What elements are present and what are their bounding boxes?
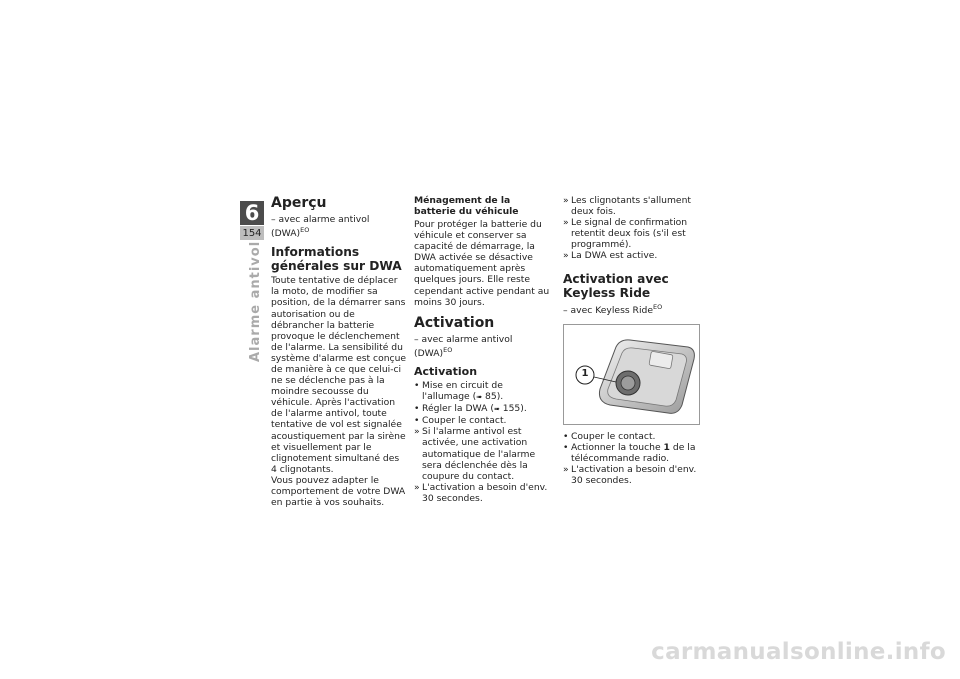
- list-item: • Régler la DWA (➠ 155).: [414, 403, 527, 415]
- paragraph-alarm-info: Toute tentative de déplacer la moto, de modifier sa position, de la démarrer sans autorisation ou de débrancher la batterie provoque le déclenchement de l'alarme. La sensibilité du système d'alarme est conçue de manière à ce que celui-ci ne se déclenche pas à la moindre secousse du véhicule. Après l'activation de l'alarme antivol, toute tentative de vol est signalée acoustiquement par la sirène et visuellement par le clignotement simultané des 4 clignotants.: [271, 275, 407, 475]
- page-ref[interactable]: 85: [485, 391, 497, 403]
- heading-activation: Activation: [414, 314, 495, 331]
- chapter-side-title: Alarme antivol: [248, 240, 263, 362]
- button-ref: 1: [663, 441, 670, 453]
- list-item: • Actionner la touche 1 de la télécommande radio.: [563, 441, 696, 464]
- paragraph-battery: Pour protéger la batterie du véhicule et conserver sa capacité de démarrage, la DWA activée se désactive automatiquement après quelques jours. Elle reste cependant active pendant au moins 30 jours.: [414, 219, 550, 308]
- list-item: • Mise en circuit de l'allumage (➠ 85).: [414, 380, 504, 403]
- subheading-activation: Activation: [414, 365, 478, 378]
- column-1: [271, 195, 407, 508]
- list-item: • Couper le contact.: [414, 415, 507, 427]
- feature-note: – avec Keyless Ride$^{EO}$: [563, 302, 663, 316]
- subheading-keyless: Activation avec Keyless Ride: [563, 271, 669, 300]
- column-2: [414, 195, 550, 504]
- list-item: » L'activation a besoin d'env. 30 secondes.: [563, 464, 697, 487]
- page-ref-arrow-icon: ➠: [476, 393, 483, 402]
- feature-text: avec Keyless Ride: [570, 304, 653, 316]
- callout-label: 1: [581, 367, 589, 379]
- list-item: » Le signal de confirmation retentit deux fois (s'il est programmé).: [563, 217, 688, 251]
- list-item: » Si l'alarme antivol est activée, une activation automatique de l'alarme sera déclenchée dès la coupure du contact.: [414, 426, 536, 482]
- activation-steps: [414, 380, 550, 504]
- feature-text: avec alarme antivol (DWA): [414, 333, 513, 359]
- paragraph-adapt: Vous pouvez adapter le comportement de votre DWA en partie à vos souhaits.: [271, 474, 406, 509]
- list-item: • Couper le contact.: [563, 430, 656, 442]
- list-item: » La DWA est active.: [563, 250, 658, 262]
- page-number: 154: [240, 226, 264, 240]
- list-item: » Les clignotants s'allument deux fois.: [563, 195, 692, 218]
- feature-text: avec alarme antivol (DWA): [271, 214, 370, 240]
- chapter-number: 6: [240, 201, 264, 225]
- subheading-battery: Ménagement de la batterie du véhicule: [414, 195, 519, 217]
- heading-apercu: Aperçu: [271, 195, 327, 211]
- feature-sup: EO: [300, 226, 310, 235]
- page-ref-arrow-icon: ➠: [493, 405, 500, 414]
- result-list: [563, 195, 699, 262]
- keyless-steps: [563, 431, 699, 486]
- feature-sup: EO: [652, 302, 663, 311]
- column-3: [563, 195, 699, 486]
- feature-note: – avec alarme antivol (DWA)$^{EO}$: [271, 214, 370, 240]
- watermark: carmanualsonline.info: [651, 639, 946, 665]
- list-item: » L'activation a besoin d'env. 30 secondes.: [414, 481, 548, 504]
- key-fob-figure: [563, 324, 700, 425]
- page-ref[interactable]: 155: [502, 403, 521, 415]
- feature-note: – avec alarme antivol (DWA)$^{EO}$: [414, 333, 513, 359]
- feature-sup: EO: [443, 345, 453, 354]
- subheading-informations: Informations générales sur DWA: [271, 245, 402, 274]
